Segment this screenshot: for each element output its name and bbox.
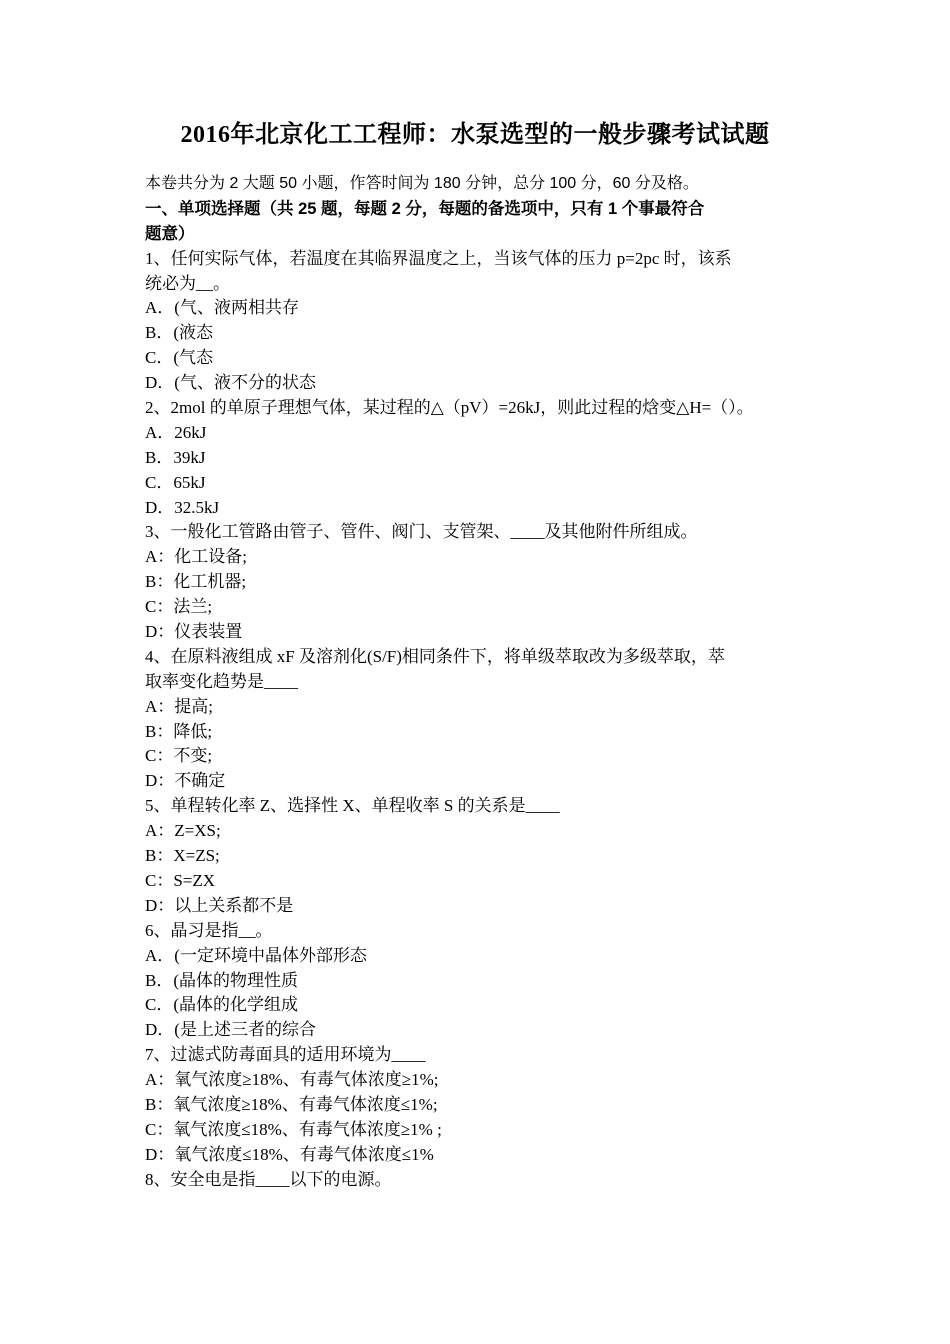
answer-option: C：S=ZX (145, 870, 216, 890)
answer-option: C．65kJ (145, 472, 206, 492)
answer-option: B．(晶体的物理性质 (145, 970, 298, 990)
question-stem: 统必为__。 (145, 273, 230, 293)
question-stem: 2、2mol 的单原子理想气体，某过程的△（pV）=26kJ，则此过程的焓变△H=（）。 (145, 398, 754, 418)
answer-option: B．39kJ (145, 447, 206, 467)
answer-option: C：不变; (145, 746, 213, 766)
question-stem: 1、任何实际气体，若温度在其临界温度之上，当该气体的压力 p=2pc 时，该系 (145, 248, 732, 268)
answer-option: D．(气、液不分的状态 (145, 373, 316, 393)
question-stem: 4、在原料液组成 xF 及溶剂化(S/F)相同条件下，将单级萃取改为多级萃取，萃 (145, 646, 725, 666)
question-list (145, 247, 810, 1193)
exam-intro: 本卷共分为 2 大题 50 小题，作答时间为 180 分钟，总分 100 分，60 分及格。 (145, 175, 699, 192)
section-heading-line-1: 一、单项选择题（共 25 题，每题 2 分，每题的备选项中，只有 1 个事最符合 (145, 199, 705, 218)
answer-option: C：氧气浓度≤18%、有毒气体浓度≥1% ; (145, 1119, 442, 1139)
answer-option: A．26kJ (145, 422, 207, 442)
answer-option: A：Z=XS; (145, 821, 221, 841)
answer-option: B．(液态 (145, 323, 213, 343)
question-item (145, 247, 810, 396)
answer-option: B：X=ZS; (145, 846, 220, 866)
question-item (145, 919, 810, 1043)
answer-option: C．(气态 (145, 348, 213, 368)
question-item (145, 520, 810, 644)
question-stem: 7、过滤式防毒面具的适用环境为____ (145, 1045, 426, 1065)
answer-option: C．(晶体的化学组成 (145, 995, 298, 1015)
document-title: 2016年北京化工工程师：水泵选型的一般步骤考试试题 (180, 122, 770, 148)
answer-option: C：法兰; (145, 597, 213, 617)
answer-option: D：仪表装置 (145, 622, 243, 642)
question-stem: 5、单程转化率 Z、选择性 X、单程收率 S 的关系是____ (145, 796, 560, 816)
answer-option: B：氧气浓度≥18%、有毒气体浓度≤1%; (145, 1094, 438, 1114)
answer-option: D．(是上述三者的综合 (145, 1020, 316, 1040)
answer-option: D：氧气浓度≤18%、有毒气体浓度≤1% (145, 1144, 434, 1164)
question-item (145, 1043, 810, 1167)
answer-option: D：不确定 (145, 771, 226, 791)
answer-option: A．(一定环境中晶体外部形态 (145, 945, 367, 965)
answer-option: B：降低; (145, 721, 213, 741)
document-body (145, 172, 810, 1193)
question-stem: 3、一般化工管路由管子、管件、阀门、支管架、____及其他附件所组成。 (145, 522, 698, 542)
answer-option: A：提高; (145, 696, 213, 716)
question-item (145, 794, 810, 918)
question-item (145, 1168, 810, 1193)
question-item (145, 645, 810, 794)
answer-option: D：以上关系都不是 (145, 895, 294, 915)
answer-option: A：化工设备; (145, 547, 247, 567)
answer-option: A．(气、液两相共存 (145, 298, 299, 318)
section-heading-line-2: 题意） (145, 224, 195, 243)
answer-option: B：化工机器; (145, 572, 247, 592)
question-item (145, 396, 810, 520)
answer-option: D．32.5kJ (145, 497, 220, 517)
question-stem: 取率变化趋势是____ (145, 671, 298, 691)
question-stem: 6、晶习是指__。 (145, 920, 273, 940)
question-stem: 8、安全电是指____以下的电源。 (145, 1169, 392, 1189)
answer-option: A：氧气浓度≥18%、有毒气体浓度≥1%; (145, 1070, 439, 1090)
